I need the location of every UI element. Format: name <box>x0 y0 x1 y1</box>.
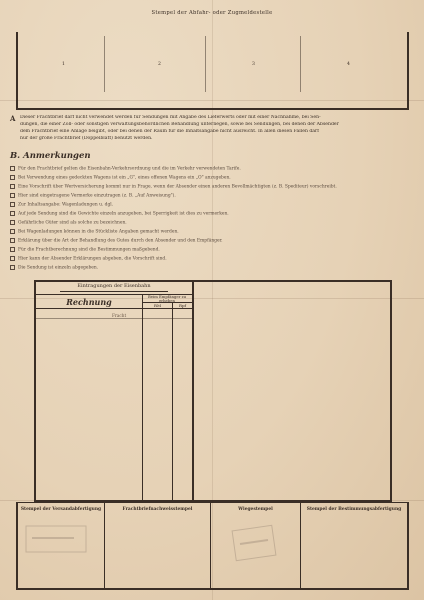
rechnung-header-bottom <box>34 308 194 309</box>
rechnung-label: Rechnung <box>66 297 112 307</box>
section-a-line: nur der große Frachtbrief (Doppelblatt) benutzt werden. <box>20 136 153 141</box>
footer-divider <box>104 503 105 588</box>
checkbox-marker <box>10 220 15 225</box>
footer-frame-right <box>407 503 409 589</box>
note-item: Zur Inhaltsangabe: Wagenladungen u. dgl. <box>10 202 415 208</box>
checkbox-marker <box>10 229 15 234</box>
note-item: Bei Verwendung eines gedeckten Wagens ist ein „G", eines offenen Wagens ein „O" anzugeben. <box>10 175 415 181</box>
header-divider <box>205 36 206 92</box>
checkbox-marker <box>10 202 15 207</box>
note-item: Hier kann der Absender Erklärungen abgeben, die Vorschrift sind. <box>10 256 415 262</box>
checkbox-marker <box>10 211 15 216</box>
amount-column-header: Beim Empfänger zu erheben <box>147 294 187 303</box>
note-item: Hier sind eingetragene Vermerke einzutragen (z. B. „Auf Anweisung"). <box>10 193 415 199</box>
checkbox-marker <box>10 238 15 243</box>
rm-column-header: RM <box>153 303 162 308</box>
section-a-line: Dieser Frachtbrief darf nicht verwendet werden für Sendungen mit Angabe des Lieferwerts oder mit einer Nachnahme, bei Sen- <box>20 115 321 120</box>
section-number: 1 <box>62 62 65 67</box>
section-number: 2 <box>158 62 161 67</box>
checkbox-marker <box>10 193 15 198</box>
accounting-header: Eintragungen der Eisenbahn <box>77 283 151 289</box>
rpf-column-header: Rpf <box>178 303 187 308</box>
footer-divider <box>300 503 301 588</box>
note-item: Eine Vorschrift über Wertversicherung kommt nur in Frage, wenn der Absender einen anderen Bevollmächtigten (z. B. Spediteur) vorschreibt. <box>10 184 415 190</box>
note-item: Für den Frachtbrief gelten die Eisenbahn-Verkehrsordnung und die im Verkehr verwendeten Tarife. <box>10 166 415 172</box>
section-a-marker: A <box>10 114 16 123</box>
faint-stamp-impression <box>228 520 284 566</box>
note-item: Auf jede Sendung sind die Gewichte einzeln anzugeben, bei Sperrigkeit ist dies zu vermerken. <box>10 211 415 217</box>
footer-frame-top <box>16 502 409 503</box>
note-item: Für die Frachtberechnung sind die Bestimmungen maßgebend. <box>10 247 415 253</box>
footer-stamp-label: Wiegestempel <box>238 507 273 512</box>
checkbox-marker <box>10 166 15 171</box>
section-a-line: dem Frachtbrief eine Anlage beigibt, oder bei denen der Raum für die Inhaltsangabe nicht ausreicht. In allen diesen Fällen darf <box>20 129 319 134</box>
footer-divider <box>210 503 211 588</box>
station-stamp-title: Stempel der Abfahr- oder Zugmeldestelle <box>151 10 273 16</box>
footer-stamp-label: Frachtbriefnachweisstempel <box>122 507 193 512</box>
table-left-border <box>34 280 36 502</box>
header-divider <box>300 36 301 92</box>
ledger-line <box>36 318 192 319</box>
note-item: Erklärung über die Art der Behandlung des Gutes durch den Absender und den Empfänger. <box>10 238 415 244</box>
note-item: Die Sendung ist einzeln abgegeben. <box>10 265 415 271</box>
table-center-divider <box>192 280 194 502</box>
section-number: 4 <box>347 62 350 67</box>
header-divider <box>104 36 105 92</box>
checkbox-marker <box>10 256 15 261</box>
header-frame-bottom <box>16 108 409 110</box>
footer-stamp-label: Stempel der Versandabfertigung <box>20 507 102 512</box>
section-b-heading: B. Anmerkungen <box>10 151 91 161</box>
section-number: 3 <box>252 62 255 67</box>
section-a-line: dungen, die einer Zoll- oder sonstigen verwaltungsbehördlichen Behandlung unterliegen, sowie bei Sendungen, bei denen der Absender <box>20 122 339 127</box>
header-frame-left <box>16 32 18 109</box>
faint-stamp-impression <box>24 520 96 560</box>
footer-frame-bottom <box>16 588 409 590</box>
checkbox-marker <box>10 184 15 189</box>
table-top-border <box>34 280 392 282</box>
column-divider <box>142 294 143 500</box>
checkbox-marker <box>10 175 15 180</box>
note-item: Gefährliche Güter sind als solche zu bezeichnen. <box>10 220 415 226</box>
footer-stamp-label: Stempel der Bestimmungsabfertigung <box>306 507 402 512</box>
fracht-label: Fracht <box>112 313 127 318</box>
checkbox-marker <box>10 247 15 252</box>
column-divider <box>172 302 173 500</box>
note-item: Bei Wagenladungen können in die Stückliste Angaben gemacht werden. <box>10 229 415 235</box>
footer-frame-left <box>16 503 18 589</box>
header-frame-right <box>407 32 409 109</box>
accounting-header-underline <box>60 291 168 292</box>
table-right-border <box>390 280 392 502</box>
checkbox-marker <box>10 265 15 270</box>
